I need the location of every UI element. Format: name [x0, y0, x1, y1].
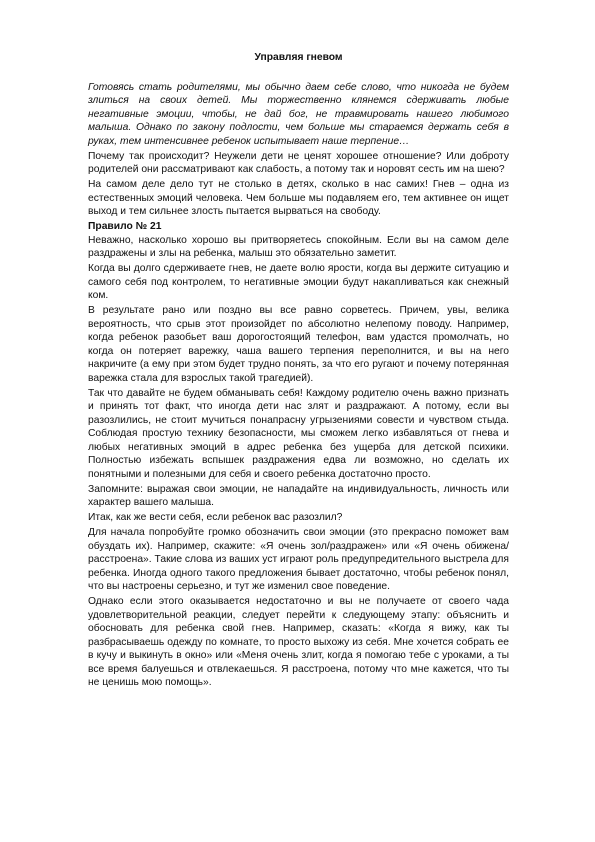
paragraph: Для начала попробуйте громко обозначить свои эмоции (это прекрасно поможет вам обуздать их). Например, скажите: «Я очень зол/раздражен» или «Я очень обижена/расстроена». Такие слова из ваших уст играют роль предупредительного выстрела для ребенка. Иногда одного такого предложения бывает достаточно, чтобы ребенок понял, что вы настроены серьезно, и тут же изменил свое поведение.: [88, 527, 509, 592]
paragraph: На самом деле дело тут не столько в детях, сколько в нас самих! Гнев – одна из естественных эмоций человека. Чем больше мы подавляем его, тем активнее он ищет выход и тем сильнее злость пытается вырваться на свободу.: [88, 179, 509, 217]
page-title: Управляя гневом: [254, 52, 343, 63]
paragraph: В результате рано или поздно вы все равно сорветесь. Причем, увы, велика вероятность, что срыв этот произойдет по абсолютно нелепому поводу. Например, когда ребенок разобьет ваш дорогостоящий телефон, вам удастся промолчать, но когда он потеряет варежку, чаша вашего терпения переполнится, и вы на него накричите (а ему при этом будет трудно понять, за что его ругают и почему потерянная варежка стала для взрослых такой трагедией).: [88, 305, 509, 384]
paragraph: Так что давайте не будем обманывать себя! Каждому родителю очень важно признать и принять тот факт, что иногда дети нас злят и раздражают. А потому, если вы разозлились, не стоит мучиться понапрасну угрызениями совести и чувством стыда. Соблюдая простую технику безопасности, мы сможем легко избавляться от гнева и любых негативных эмоций в адрес ребенка без ущерба для детской психики. Полностью избежать вспышек раздражения едва ли возможно, но сделать их понятными и полезными для себя и своего ребенка достаточно просто.: [88, 387, 509, 480]
paragraph: Когда вы долго сдерживаете гнев, не даете волю ярости, когда вы держите ситуацию и самого себя под контролем, то негативные эмоции будут накапливаться как снежный ком.: [88, 263, 509, 301]
document-body: [88, 51, 509, 691]
paragraph: Однако если этого оказывается недостаточно и вы не получаете от своего чада удовлетворительной реакции, следует перейти к следующему этапу: объяснить и обосновать для ребенка свой гнев. Например, сказать: «Когда я вижу, как ты разбрасываешь одежду по комнате, то просто выхожу из себя. Мне хочется собрать ее в кучу и выкинуть в окно» или «Меня очень злит, когда я помогаю тебе с уроками, а ты все время балуешься и отвлекаешься. Я расстроена, потому что мне кажется, что ты не ценишь мою помощь».: [88, 596, 509, 688]
paragraph: Неважно, насколько хорошо вы притворяетесь спокойным. Если вы на самом деле раздражены и злы на ребенка, малыш это обязательно заметит.: [88, 234, 509, 259]
paragraph: Запомните: выражая свои эмоции, не нападайте на индивидуальность, личность или характер вашего малыша.: [88, 483, 509, 508]
rule-heading: Правило № 21: [88, 221, 162, 232]
paragraph: Почему так происходит? Неужели дети не ценят хорошее отношение? Или доброту родителей они рассматривают как слабость, а потому так и норовят сесть им на шею?: [88, 150, 509, 175]
intro-paragraph: Готовясь стать родителями, мы обычно даем себе слово, что никогда не будем злиться на своих детей. Мы торжественно клянемся сдерживать любые негативные эмоции, чтобы, не дай бог, не травмировать нашего любимого малыша. Однако по закону подлости, чем больше мы стараемся держать себя в руках, тем интенсивнее ребенок испытывает наше терпение…: [88, 81, 509, 147]
paragraph: Итак, как же вести себя, если ребенок вас разозлил?: [88, 512, 343, 523]
